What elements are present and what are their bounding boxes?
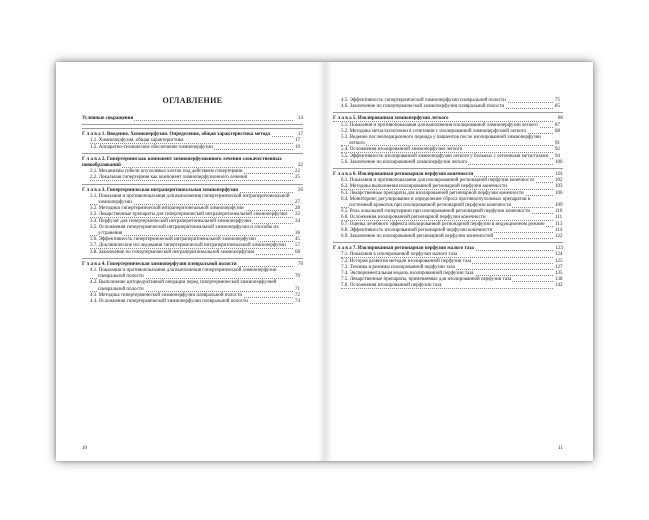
toc-section-entry[interactable]: 6.6. Осложнения изолированной регионарной перфузии конечности 111: [341, 215, 563, 221]
toc-section-entry[interactable]: 6.8. Эффективность изолированной регионарной перфузии конечности 114: [341, 227, 563, 233]
left-toc-list: [82, 116, 303, 305]
entry-title: 7.4. Экспериментальная модель изолированной перфузии таза: [341, 271, 474, 277]
chapter-divider: [82, 184, 303, 185]
entry-title: 5.1. Показания и противопоказания для выполнения изолированной химиоперфузии легкого: [341, 122, 538, 128]
toc-section-entry[interactable]: 7.5. Лекарственные препараты, применяемые для изолированной перфузии таза 138: [341, 277, 563, 283]
entry-page-number: 22: [298, 163, 303, 169]
chapter-divider: [333, 168, 563, 169]
entry-title: 6.2. Методика выполнения изолированной регионарной перфузии конечности: [341, 184, 507, 190]
entry-title: 6.6. Осложнения изолированной регионарной перфузии конечности: [341, 215, 486, 221]
toc-section-entry[interactable]: 4.1. Показания и противопоказания для выполнения гипертермической химиоперфузии плевральной полости 70: [90, 268, 300, 280]
entry-title: Г л а в а 2. Гипертермия как компонент химиоперфузионного лечения злокачественных новообразований: [82, 156, 282, 169]
toc-section-entry[interactable]: 7.3. Техника и режимы изолированной перфузии таза 127: [341, 264, 563, 270]
toc-section-entry[interactable]: 5.5. Эффективность изолированной химиоперфузии легкого у больных с легочными метастазами 94: [341, 153, 560, 159]
toc-section-entry[interactable]: 5.2. Методика метастазэктомии в сочетании с изолированной химиоперфузией легкого 88: [341, 128, 560, 134]
entry-title: 4.2. Выполнение циторедуктивной операции перед гипертермической химиоперфузией плевральной полости: [90, 280, 277, 292]
toc-section-entry[interactable]: 6.1. Показания и противопоказания для изолированной регионарной перфузии конечности 102: [341, 178, 563, 184]
left-page: [56, 62, 324, 461]
toc-section-entry[interactable]: 4.3. Методика гипертермической химиоперфузии плевральной полости 72: [90, 292, 300, 298]
entry-page-number: 101: [555, 172, 563, 178]
toc-section-entry[interactable]: 3.6. Эффективность гипертермической интраперитонеальной химиоперфузии 45: [90, 237, 300, 243]
toc-section-entry[interactable]: 2.1. Механизмы гибели опухолевых клеток под действием гипертермии 22: [90, 169, 300, 175]
toc-section-entry[interactable]: 4.2. Выполнение циторедуктивной операции перед гипертермической химиоперфузией плевральной полости 71: [90, 280, 300, 292]
entry-title: 1.2. Аппаратно-техническое обеспечение химиоперфузии: [90, 144, 213, 150]
entry-title: Г л а в а 7. Изолированная регионарная перфузия малого таза: [333, 246, 474, 252]
chapter-divider: [82, 153, 303, 154]
entry-page-number: 86: [558, 116, 563, 122]
toc-chapter-entry[interactable]: [82, 157, 303, 169]
toc-section-entry[interactable]: 6.7. Оценка лечебного эффекта изолированной регионарной перфузии в индукционном режиме 113: [341, 221, 563, 227]
page-number-left: 10: [82, 446, 87, 451]
entry-title: Г л а в а 5. Изолированная химиоперфузия легкого: [333, 116, 449, 122]
entry-page-number: 123: [555, 246, 563, 252]
toc-section-entry[interactable]: 7.2. История развития методов изолированной перфузии таза 125: [341, 258, 563, 264]
toc-title: ОГЛАВЛЕНИЕ: [162, 96, 223, 105]
entry-title: 7.1. Показания к изолированной перфузии малого таза: [341, 252, 458, 258]
entry-title: 6.3. Лекарственные препараты для изолированной регионарной перфузии конечности: [341, 190, 524, 196]
chapter-divider: [82, 128, 303, 129]
right-toc-list: [333, 98, 563, 290]
entry-title: 7.3. Техника и режимы изолированной перфузии таза: [341, 264, 455, 270]
entry-title: 5.6. Заключение по изолированной химиоперфузии легкого: [341, 159, 468, 165]
entry-page-number: 17: [298, 132, 303, 138]
toc-top-entry[interactable]: [82, 116, 303, 122]
entry-title: 5.5. Эффективность изолированной химиоперфузии легкого у больных с легочными метастазами: [341, 153, 549, 159]
entry-title: 5.3. Ведение послеоперационного периода у пациентов после изолированной химиоперфузии легкого: [341, 135, 541, 147]
entry-title: 3.4. Перфузат для гипертермической интраперитонеальной химиоперфузии: [90, 218, 252, 224]
entry-page-number: 70: [298, 261, 303, 267]
entry-title: 6.4. Мониторинг, регулирование и определение сброса противоопухолевых препаратов в системный кровоток при изолированной регионарной перфузии конечности: [341, 196, 531, 209]
left-toc: [82, 96, 303, 305]
toc-section-entry[interactable]: 7.6. Осложнения изолированной перфузии таза 142: [341, 283, 563, 289]
entry-title: 3.8. Заключение по гипертермической интраперитонеальной химиоперфузии: [90, 249, 255, 255]
toc-section-entry[interactable]: 3.4. Перфузат для гипертермической интраперитонеальной химиоперфузии 34: [90, 218, 300, 224]
entry-title: 7.2. История развития методов изолированной перфузии таза: [341, 258, 472, 264]
toc-section-entry[interactable]: 5.6. Заключение по изолированной химиоперфузии легкого 100: [341, 159, 563, 165]
toc-section-entry[interactable]: 3.1. Показания и противопоказания для выполнения гипертермической интраперитонеальной химиоперфузии 27: [90, 193, 300, 206]
toc-section-entry[interactable]: 3.3. Лекарственные препараты для гипертермической интраперитонеальной химиоперфузии 32: [90, 212, 300, 218]
toc-section-entry[interactable]: 6.3. Лекарственные препараты для изолированной регионарной перфузии конечности 106: [341, 190, 563, 196]
toc-section-entry[interactable]: 3.5. Осложнения гипертермической интраперитонеальной химиоперфузии и способы их устранения 36: [90, 224, 300, 237]
entry-page-number: 14: [298, 116, 303, 121]
entry-title: 4.3. Методика гипертермической химиоперфузии плевральной полости: [90, 292, 243, 298]
entry-title: 5.4. Осложнения изолированной химиоперфузии легкого: [341, 147, 463, 153]
page-number-right: 11: [558, 446, 563, 451]
chapter-divider: [333, 242, 563, 243]
toc-section-entry[interactable]: 5.4. Осложнения изолированной химиоперфузии легкого 92: [341, 147, 560, 153]
entry-title: Условные сокращения: [82, 116, 134, 121]
toc-section-entry[interactable]: 5.3. Ведение послеоперационного периода у пациентов после изолированной химиоперфузии легкого 91: [341, 135, 560, 147]
toc-section-entry[interactable]: 6.5. Роль локальной гипертермии при изолированной регионарной перфузии конечности 110: [341, 209, 563, 215]
entry-title: 3.5. Осложнения гипертермической интраперитонеальной химиоперфузии и способы их устранения: [90, 224, 279, 237]
toc-section-entry[interactable]: 3.2. Методики гипертермической интраперитонеальной химиоперфузии 28: [90, 206, 300, 212]
entry-title: Г л а в а 1. Введение. Химиоперфузия. Определение, общая характеристика метода: [82, 132, 271, 138]
entry-title: 4.1. Показания и противопоказания для выполнения гипертермической химиоперфузии плевральной полости: [90, 268, 277, 280]
toc-section-entry[interactable]: 4.5. Эффективность гипертермической химиоперфузии плевральной полости 75: [341, 98, 560, 103]
chapter-divider: [82, 124, 303, 125]
toc-section-entry[interactable]: 7.1. Показания к изолированной перфузии малого таза 124: [341, 252, 563, 258]
chapter-divider: [82, 258, 303, 259]
entry-title: 6.7. Оценка лечебного эффекта изолированной регионарной перфузии в индукционном режиме: [341, 221, 545, 227]
entry-title: 2.2. Локальная гипертермия как компонент химиоперфузионного лечения: [90, 175, 247, 181]
entry-title: 6.5. Роль локальной гипертермии при изолированной регионарной перфузии конечности: [341, 209, 530, 215]
toc-section-entry[interactable]: 1.1. Химиоперфузия, общая характеристика 17: [90, 138, 300, 144]
entry-title: 3.3. Лекарственные препараты для гипертермической интраперитонеальной химиоперфузии: [90, 212, 288, 218]
toc-section-entry[interactable]: 3.8. Заключение по гипертермической интраперитонеальной химиоперфузии 68: [90, 249, 300, 255]
entry-title: 3.2. Методики гипертермической интраперитонеальной химиоперфузии: [90, 206, 244, 212]
toc-section-entry[interactable]: 4.6. Заключение по гипертермической химиоперфузии плевральной полости 85: [341, 104, 560, 110]
entry-title: Г л а в а 4. Гипертермическая химиоперфузия плевральной полости: [82, 261, 237, 267]
entry-title: 5.2. Методика метастазэктомии в сочетании с изолированной химиоперфузией легкого: [341, 128, 527, 134]
toc-section-entry[interactable]: 5.1. Показания и противопоказания для выполнения изолированной химиоперфузии легкого 87: [341, 122, 560, 128]
toc-section-entry[interactable]: 6.9. Заключение по изолированной регионарной перфузии конечностей 122: [341, 234, 563, 240]
entry-title: 1.1. Химиоперфузия, общая характеристика: [90, 138, 184, 144]
entry-title: Г л а в а 3. Гипертермическая интраперитонеальная химиоперфузия: [82, 187, 238, 193]
entry-title: 6.9. Заключение по изолированной регионарной перфузии конечностей: [341, 234, 494, 240]
right-page: [325, 62, 593, 461]
entry-title: 4.5. Эффективность гипертермической химиоперфузии плевральной полости: [341, 98, 506, 103]
entry-title: 7.6. Осложнения изолированной перфузии таза: [341, 283, 442, 289]
entry-title: 3.7. Доклинические исследования гипертермической интраперитонеальной химиоперфузии: [90, 243, 286, 249]
entry-page-number: 26: [298, 187, 303, 193]
entry-title: 3.1. Показания и противопоказания для выполнения гипертермической интраперитонеальной химиоперфузии: [90, 193, 290, 206]
entry-title: Г л а в а 6. Изолированная регионарная перфузия конечности: [333, 172, 474, 178]
toc-section-entry[interactable]: 7.4. Экспериментальная модель изолированной перфузии таза 135: [341, 271, 563, 277]
toc-section-entry[interactable]: 6.4. Мониторинг, регулирование и определение сброса противоопухолевых препаратов в системный кровоток при изолированной регионарной перфузии конечности 109: [341, 196, 563, 209]
entry-title: 7.5. Лекарственные препараты, применяемые для изолированной перфузии таза: [341, 277, 512, 283]
toc-section-entry[interactable]: 2.2. Локальная гипертермия как компонент химиоперфузионного лечения 25: [90, 175, 300, 181]
entry-title: 6.1. Показания и противопоказания для изолированной регионарной перфузии конечности: [341, 178, 535, 184]
entry-title: 4.6. Заключение по гипертермической химиоперфузии плевральной полости: [341, 104, 505, 110]
entry-title: 6.8. Эффективность изолированной регионарной перфузии конечности: [341, 227, 493, 233]
toc-section-entry[interactable]: 6.2. Методика выполнения изолированной регионарной перфузии конечности 103: [341, 184, 563, 190]
book-spread: [56, 62, 593, 461]
entry-title: 4.4. Осложнения гипертермической химиоперфузии плевральной полости: [90, 299, 248, 305]
toc-section-entry[interactable]: 3.7. Доклинические исследования гипертермической интраперитонеальной химиоперфузии 57: [90, 243, 300, 249]
toc-section-entry[interactable]: 1.2. Аппаратно-техническое обеспечение химиоперфузии 19: [90, 144, 300, 150]
entry-title: 3.6. Эффективность гипертермической интраперитонеальной химиоперфузии: [90, 237, 256, 243]
chapter-divider: [333, 112, 563, 113]
right-toc: [333, 98, 563, 290]
toc-section-entry[interactable]: 4.4. Осложнения гипертермической химиоперфузии плевральной полости 74: [90, 299, 300, 305]
entry-title: 2.1. Механизмы гибели опухолевых клеток под действием гипертермии: [90, 169, 243, 175]
